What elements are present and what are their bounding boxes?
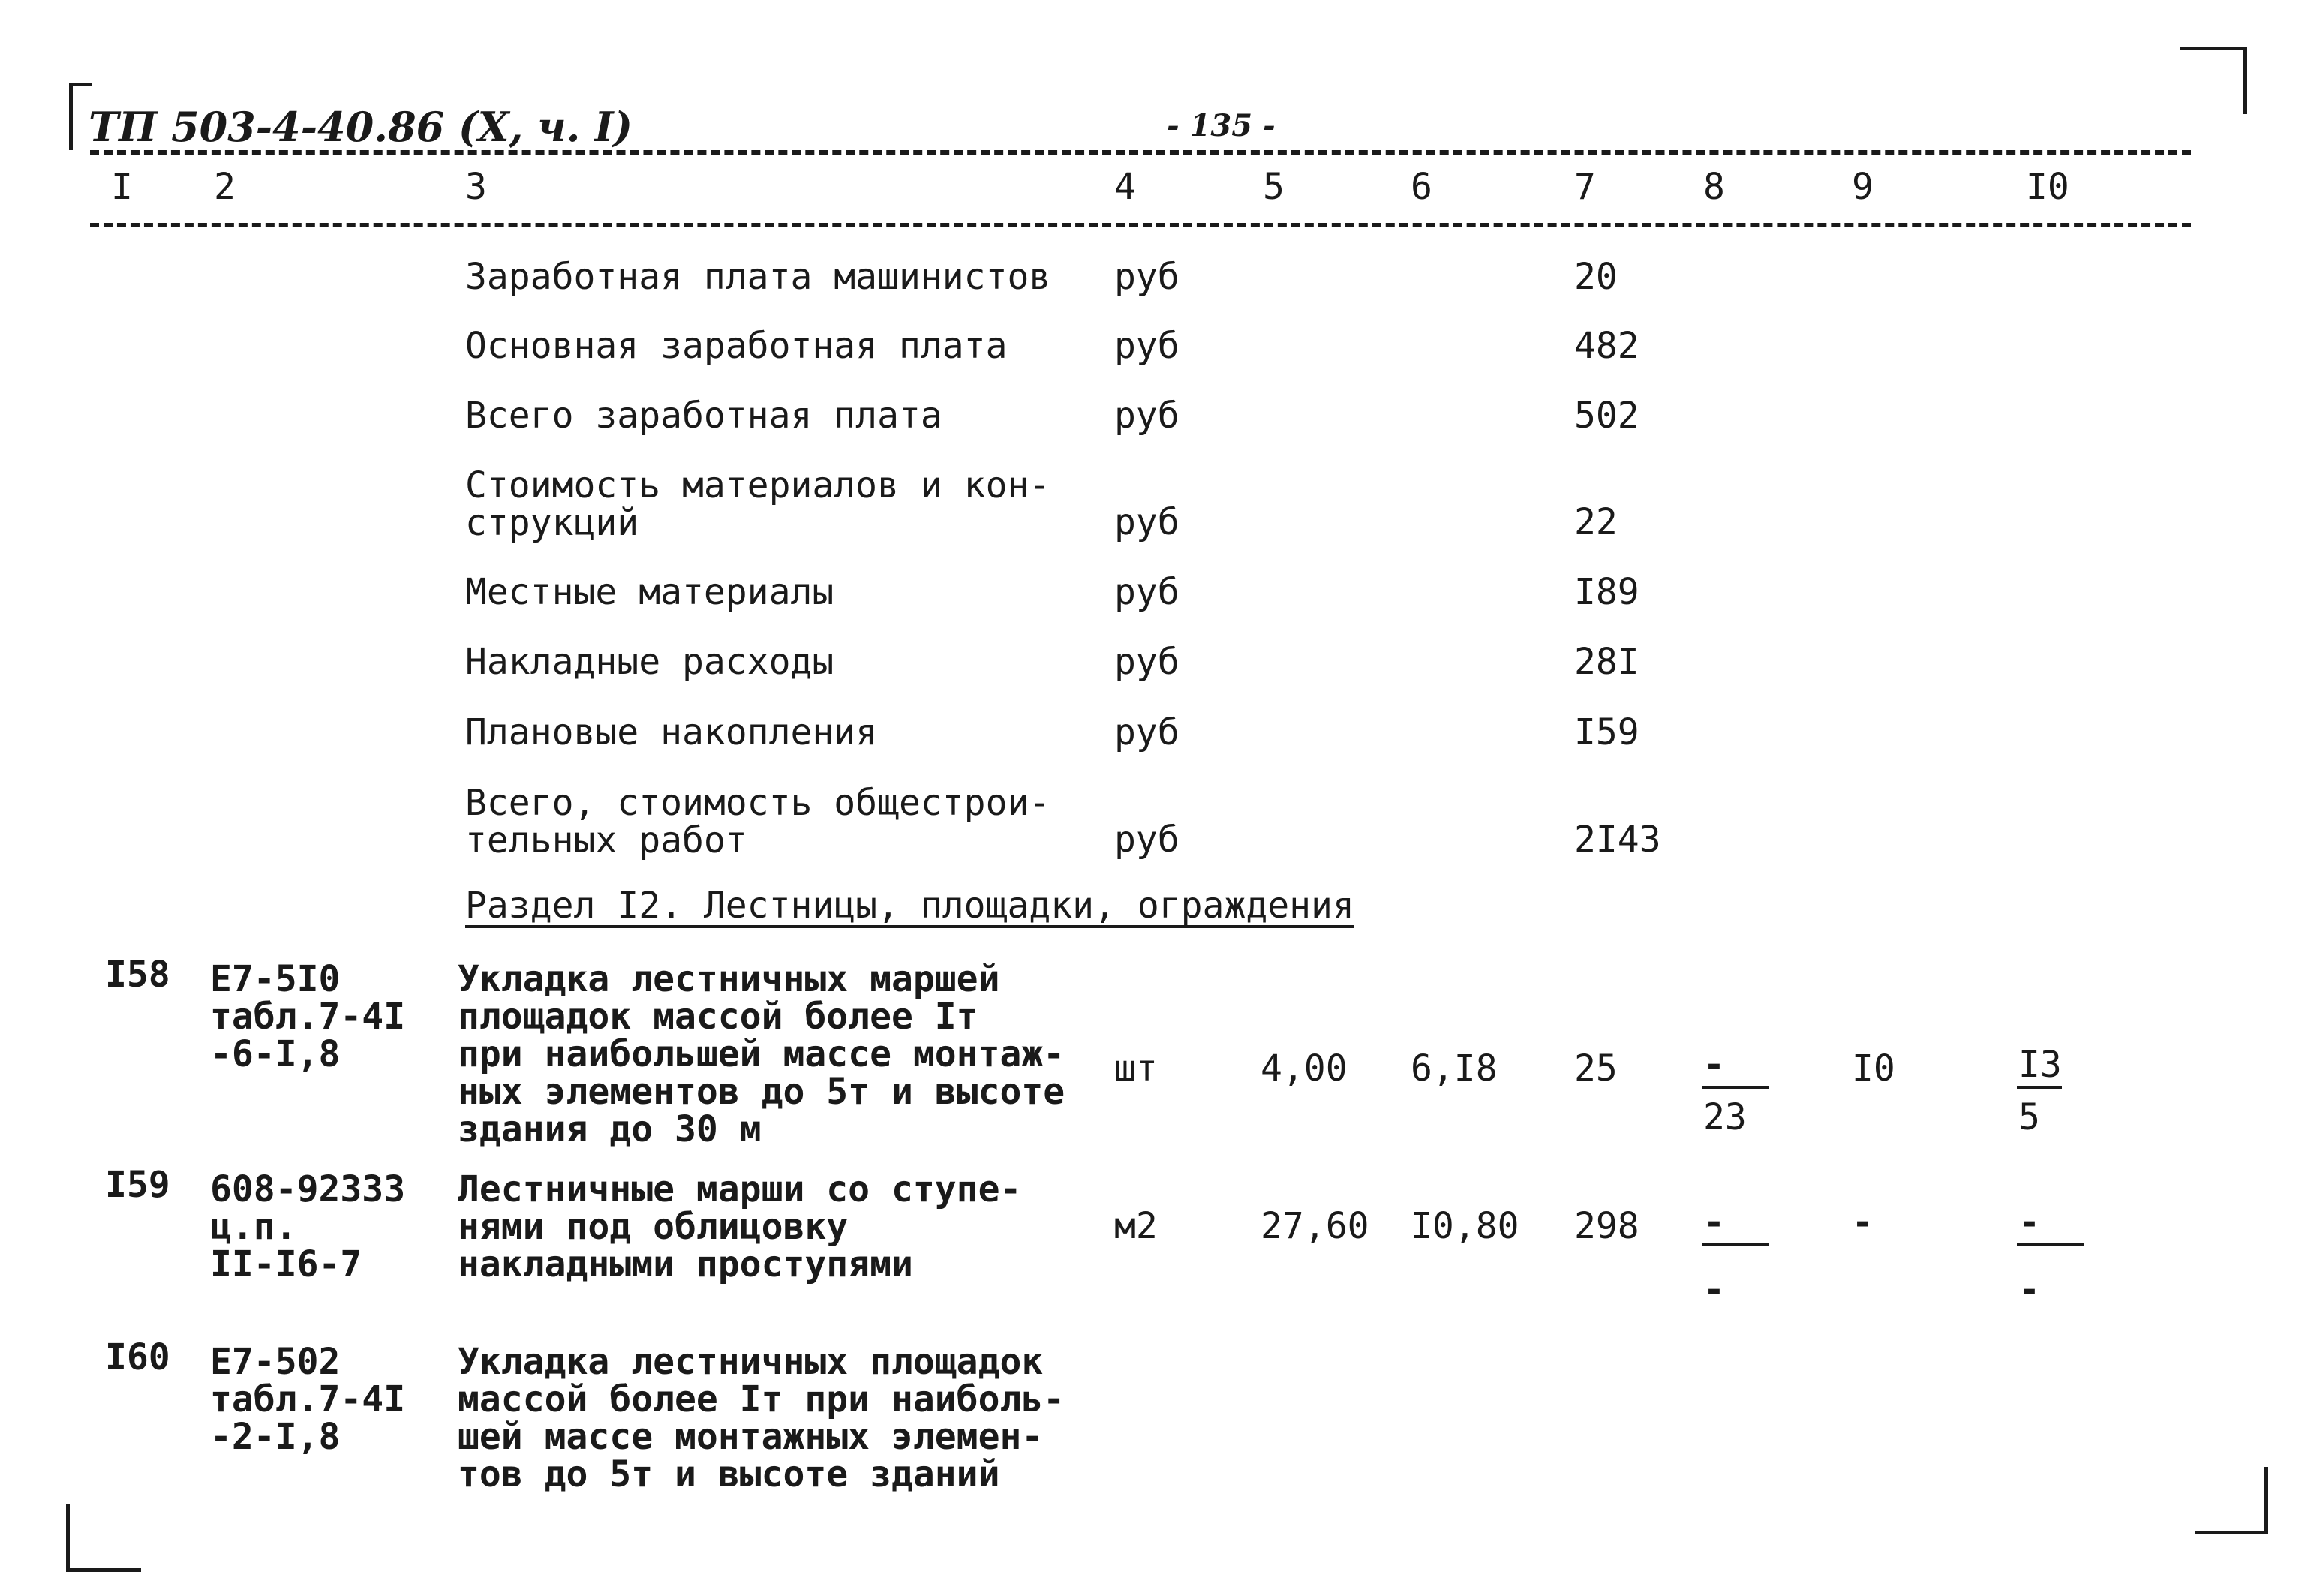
summary-row-7-value: I59 — [1574, 711, 1639, 753]
item-col7: 25 — [1574, 1047, 1618, 1090]
column-header-4: 4 — [1114, 166, 1136, 208]
summary-row-1-name: Заработная плата машинистов — [465, 256, 1051, 298]
corner-mark-top-left-vertical — [69, 84, 73, 150]
item-description: Лестничные марши со ступе- нями под облицовку накладными проступями — [458, 1168, 1022, 1285]
item-number: I59 — [105, 1164, 170, 1206]
column-header-7: 7 — [1574, 166, 1596, 208]
summary-row-7-unit: руб — [1114, 711, 1180, 753]
item-col5: 27,60 — [1261, 1205, 1369, 1247]
item-number: I60 — [105, 1336, 170, 1378]
summary-row-3-value: 502 — [1574, 395, 1639, 437]
document-code: ТП 503-4-40.86 (Х, ч. I) — [89, 103, 633, 151]
corner-mark-top-left-horizontal — [69, 83, 92, 86]
summary-row-2-name: Основная заработная плата — [465, 325, 1008, 367]
item-col8-numerator: - — [1703, 1044, 1725, 1086]
summary-row-8-value: 2I43 — [1574, 819, 1661, 861]
header-bottom-rule — [90, 223, 2191, 227]
item-unit: шт — [1114, 1047, 1158, 1090]
summary-row-6-value: 28I — [1574, 641, 1639, 683]
item-col10-numerator: I3 — [2018, 1044, 2062, 1086]
corner-mark-top-right-horizontal — [2180, 47, 2247, 50]
column-header-2: 2 — [214, 166, 236, 208]
page-number: - 135 - — [1167, 108, 1276, 143]
item-col8-denominator: - — [1703, 1269, 1725, 1311]
item-col10-denominator: - — [2018, 1269, 2040, 1311]
section-title: Раздел I2. Лестницы, площадки, ограждения — [465, 885, 1354, 927]
item-col6: I0,80 — [1411, 1205, 1519, 1247]
summary-row-5-name: Местные материалы — [465, 571, 834, 613]
summary-row-2-unit: руб — [1114, 325, 1180, 367]
corner-mark-bottom-right-horizontal — [2195, 1531, 2268, 1534]
summary-row-5-unit: руб — [1114, 571, 1180, 613]
item-code: Е7-502 табл.7-4I -2-I,8 — [210, 1341, 406, 1458]
item-number: I58 — [105, 954, 170, 996]
summary-row-8-name: Всего, стоимость общестрои- тельных работ — [465, 782, 1051, 861]
summary-row-6-name: Накладные расходы — [465, 641, 834, 683]
column-header-6: 6 — [1411, 166, 1432, 208]
fraction-bar — [1702, 1086, 1769, 1089]
fraction-bar — [2017, 1243, 2084, 1246]
corner-mark-bottom-left-vertical — [66, 1504, 70, 1572]
summary-row-4-name: Стоимость материалов и кон- струкций — [465, 464, 1051, 544]
fraction-bar — [1702, 1243, 1769, 1246]
item-col9: I0 — [1852, 1047, 1895, 1090]
column-header-8: 8 — [1703, 166, 1725, 208]
item-description: Укладка лестничных площадок массой более Iт при наиболь- шей массе монтажных элемен- тов до 5т и высоте зданий — [458, 1341, 1065, 1495]
summary-row-4-unit: руб — [1114, 501, 1180, 543]
column-header-5: 5 — [1263, 166, 1285, 208]
item-code: Е7-5I0 табл.7-4I -6-I,8 — [210, 958, 406, 1075]
summary-row-2-value: 482 — [1574, 325, 1639, 367]
column-header-9: 9 — [1852, 166, 1874, 208]
column-header-3: 3 — [465, 166, 487, 208]
fraction-bar — [2017, 1086, 2062, 1089]
item-col8-numerator: - — [1703, 1201, 1725, 1243]
header-top-rule — [90, 150, 2191, 155]
item-col9: - — [1852, 1201, 1874, 1243]
summary-row-3-name: Всего заработная плата — [465, 395, 942, 437]
summary-row-8-unit: руб — [1114, 819, 1180, 861]
item-col7: 298 — [1574, 1205, 1639, 1247]
item-unit: м2 — [1114, 1205, 1158, 1247]
summary-row-6-unit: руб — [1114, 641, 1180, 683]
item-col8-denominator: 23 — [1703, 1096, 1747, 1138]
summary-row-5-value: I89 — [1574, 571, 1639, 613]
item-col10-denominator: 5 — [2018, 1096, 2040, 1138]
item-col6: 6,I8 — [1411, 1047, 1498, 1090]
summary-row-1-unit: руб — [1114, 256, 1180, 298]
item-description: Укладка лестничных маршей площадок массой более Iт при наибольшей массе монтаж- ных элементов до 5т и высоте здания до 30 м — [458, 958, 1065, 1150]
corner-mark-top-right-vertical — [2243, 47, 2247, 114]
summary-row-1-value: 20 — [1574, 256, 1618, 298]
summary-row-7-name: Плановые накопления — [465, 711, 878, 753]
corner-mark-bottom-right-vertical — [2264, 1467, 2268, 1534]
corner-mark-bottom-left-horizontal — [66, 1568, 141, 1572]
item-col5: 4,00 — [1261, 1047, 1348, 1090]
summary-row-3-unit: руб — [1114, 395, 1180, 437]
column-header-1: I — [111, 166, 133, 208]
item-code: 608-92333 ц.п. II-I6-7 — [210, 1168, 406, 1285]
column-header-10: I0 — [2026, 166, 2069, 208]
summary-row-4-value: 22 — [1574, 501, 1618, 543]
item-col10-numerator: - — [2018, 1201, 2040, 1243]
